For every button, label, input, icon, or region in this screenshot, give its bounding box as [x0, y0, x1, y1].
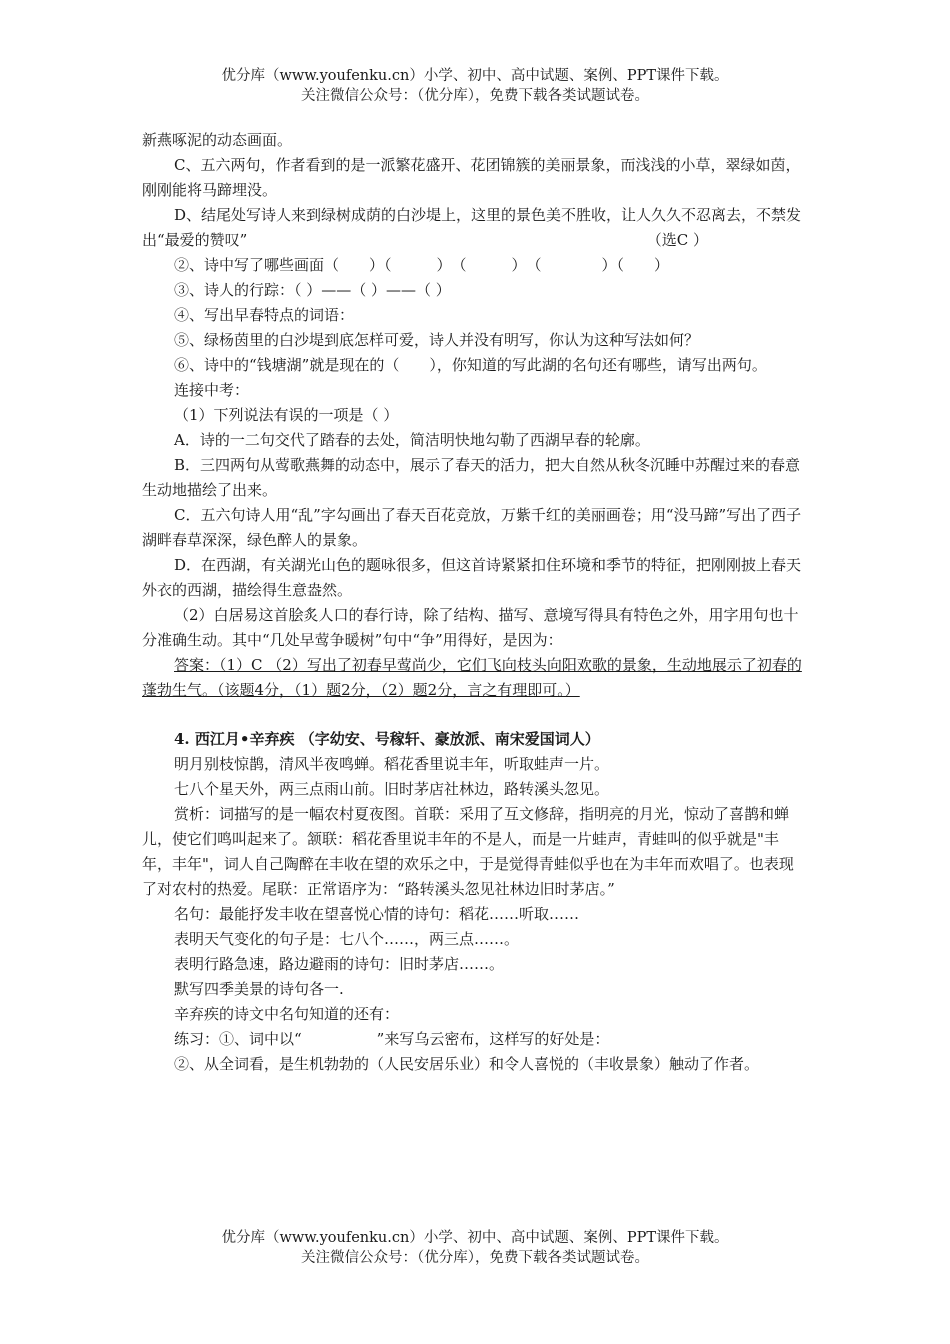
selected-answer: （选C ） — [646, 231, 708, 249]
document-body — [142, 128, 808, 1077]
exam-question-2: （2）白居易这首脍炙人口的春行诗，除了结构、描写、意境写得具有特色之外，用字用句也十分准确生动。其中“几处早莺争暖树”句中“争”用得好，是因为： — [142, 606, 799, 649]
question-3: ③、诗人的行踪：（ ）——（ ）——（ ） — [174, 281, 451, 299]
famous-lines-1: 名句：最能抒发丰收在望喜悦心情的诗句：稻花……听取…… — [174, 905, 580, 923]
page-header — [0, 66, 950, 106]
exam-option-d: D．在西湖，有关湖光山色的题咏很多，但这首诗紧紧扣住环境和季节的特征，把刚刚披上春天外衣的西湖，描绘得生意盎然。 — [142, 556, 802, 599]
question-6: ⑥、诗中的“钱塘湖”就是现在的（ ），你知道的写此湖的名句还有哪些，请写出两句。 — [174, 356, 767, 374]
footer-line-1: 优分库（www.youfenku.cn）小学、初中、高中试题、案例、PPT课件下载。 — [221, 1230, 729, 1246]
option-c: C、五六两句，作者看到的是一派繁花盛开、花团锦簇的美丽景象，而浅浅的小草，翠绿如茵，刚刚能将马蹄埋没。 — [142, 156, 801, 199]
exam-option-b: B．三四两句从莺歌燕舞的动态中，展示了春天的活力，把大自然从秋冬沉睡中苏醒过来的春意生动地描绘了出来。 — [142, 456, 801, 499]
question-5: ⑤、绿杨茵里的白沙堤到底怎样可爱，诗人并没有明写，你认为这种写法如何？ — [174, 331, 700, 349]
section-title-4: 4. 西江月•辛弃疾 （字幼安、号稼轩、豪放派、南宋爱国词人） — [174, 730, 600, 748]
paragraph: 新燕啄泥的动态画面。 — [142, 131, 293, 149]
exercise-2: ②、从全词看，是生机勃勃的（人民安居乐业）和令人喜悦的（丰收景象）触动了作者。 — [174, 1055, 760, 1073]
question-4: ④、写出早春特点的词语： — [174, 306, 355, 324]
page-footer — [0, 1228, 950, 1268]
appreciation: 赏析：词描写的是一幅农村夏夜图。首联：采用了互文修辞，指明亮的月光，惊动了喜鹊和蝉儿，使它们鸣叫起来了。颔联：稻花香里说丰年的不是人，而是一片蛙声，青蛙叫的似乎就是"丰年，丰年"，词人自己陶醉在丰收在望的欢乐之中，于是觉得青蛙似乎也在为丰年而欢唱了。也表现了对农村的热爱。尾联：正常语序为：“路转溪头忽见社林边旧时茅店。” — [142, 805, 794, 898]
question-2: ②、诗中写了哪些画面（ ）（ ） （ ） （ ）（ ） — [174, 256, 670, 274]
exam-option-c: C．五六句诗人用“乱”字勾画出了春天百花竞放，万紫千红的美丽画卷；用“没马蹄”写出了西子湖畔春草深深，绿色醉人的景象。 — [142, 506, 802, 549]
option-d-text: D、结尾处写诗人来到绿树成荫的白沙堤上，这里的景色美不胜收，让人久久不忍离去，不禁发出“最爱的赞叹” — [142, 206, 802, 249]
option-d — [142, 203, 808, 253]
section-gap — [142, 703, 808, 727]
poem-line-2: 七八个星天外，两三点雨山前。旧时茅店社林边，路转溪头忽见。 — [174, 780, 610, 798]
header-line-2: 关注微信公众号：（优分库），免费下载各类试题试卷。 — [301, 88, 649, 104]
footer-line-2: 关注微信公众号：（优分库），免费下载各类试题试卷。 — [301, 1250, 649, 1266]
exam-link-heading: 连接中考： — [174, 381, 250, 399]
famous-lines-3: 表明行路急速，路边避雨的诗句：旧时茅店……。 — [174, 955, 505, 973]
famous-lines-5: 辛弃疾的诗文中名句知道的还有： — [174, 1005, 400, 1023]
exam-option-a: A．诗的一二句交代了踏春的去处，简洁明快地勾勒了西湖早春的轮廓。 — [174, 431, 650, 449]
famous-lines-2: 表明天气变化的句子是：七八个……，两三点……。 — [174, 930, 520, 948]
answer-text: 答案：（1）C （2）写出了初春早莺尚少，它们飞向枝头向阳欢歌的景象，生动地展示了初春的蓬勃生气。（该题4分，（1）题2分，（2）题2分，言之有理即可。） — [142, 656, 802, 699]
header-line-1: 优分库（www.youfenku.cn）小学、初中、高中试题、案例、PPT课件下载。 — [221, 68, 729, 84]
famous-lines-4: 默写四季美景的诗句各一. — [174, 980, 344, 998]
exercise-1: 练习：①、词中以“ ”来写乌云密布，这样写的好处是： — [174, 1030, 610, 1048]
poem-line-1: 明月别枝惊鹊，清风半夜鸣蝉。稻花香里说丰年，听取蛙声一片。 — [174, 755, 610, 773]
exam-question-1: （1）下列说法有误的一项是（ ） — [174, 406, 399, 424]
